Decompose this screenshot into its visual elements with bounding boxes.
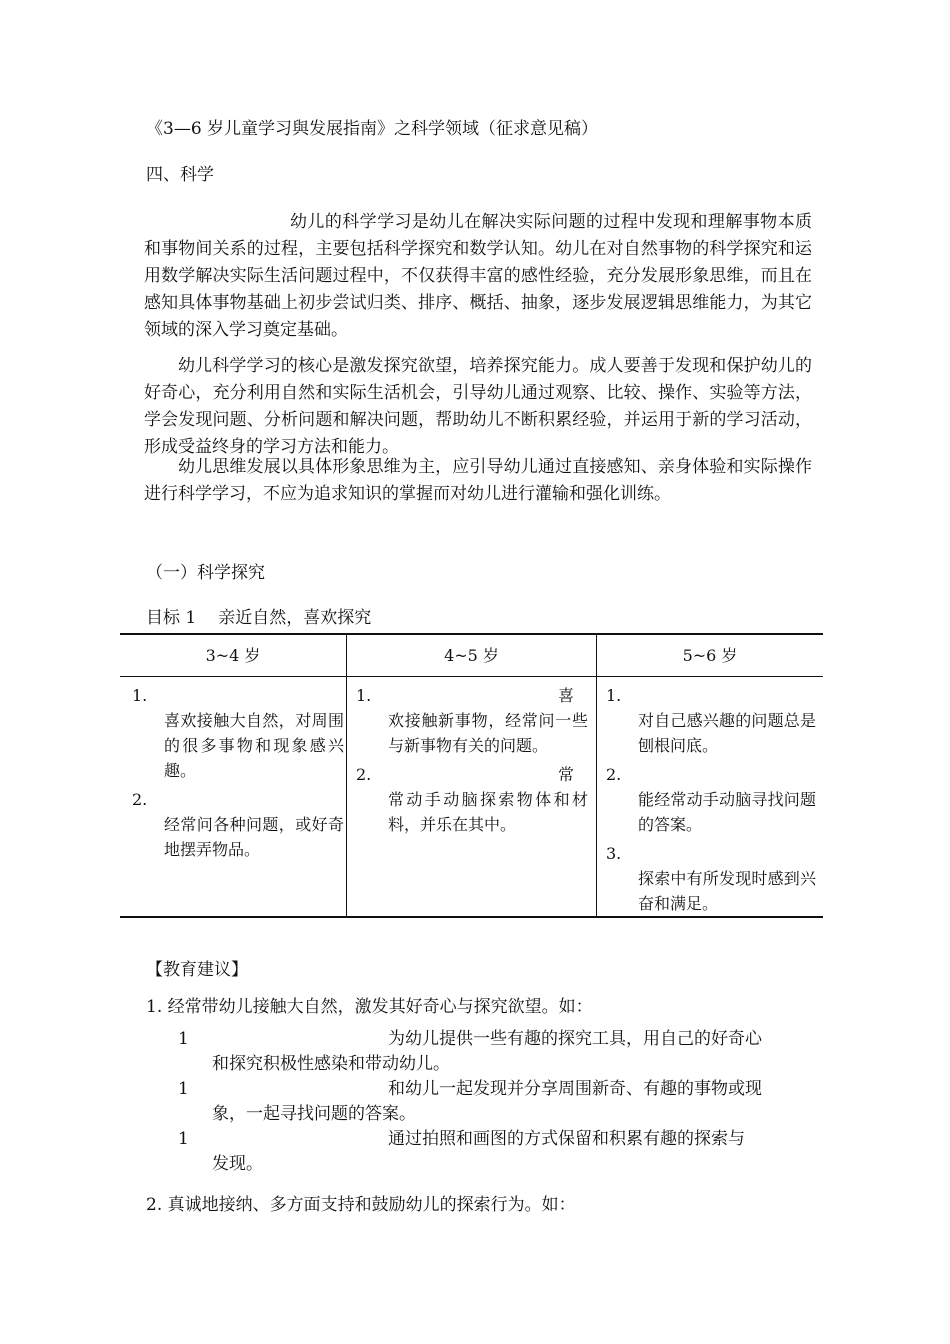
table-top-rule	[120, 633, 823, 635]
cell-age-3-4	[132, 683, 344, 866]
goal-text: 亲近自然，喜欢探究	[218, 608, 372, 628]
cell-age-4-5	[356, 683, 588, 841]
column-divider	[346, 634, 347, 916]
goal-table	[120, 633, 823, 919]
paragraph-thinking: 幼儿思维发展以具体形象思维为主，应引导幼儿通过直接感知、亲身体验和实际操作进行科学学习，不应为追求知识的掌握而对幼儿进行灌输和强化训练。	[144, 457, 812, 504]
section-heading: 四、科学	[146, 165, 214, 185]
column-divider	[596, 634, 597, 916]
header-age-5-6: 5~6 岁	[682, 646, 738, 665]
paragraph-intro: 幼儿的科学学习是幼儿在解决实际问题的过程中发现和理解事物本质和事物间关系的过程，主要包括科学探究和数学认知。幼儿在对自然事物的科学探究和运用数学解决实际生活问题过程中，不仅获得丰富的感性经验，充分发展形象思维，而且在感知具体事物基础上初步尝试归类、排序、概括、抽象，逐步发展逻辑思维能力，为其它领域的深入学习奠定基础。	[144, 212, 812, 340]
document-title: 《3—6 岁儿童学习與发展指南》之科学领域（征求意见稿）	[146, 119, 599, 139]
list-item: 2. 经常问各种问题，或好奇地摆弄物品。	[132, 790, 344, 859]
advice-item-2: 2. 真诚地接纳、多方面支持和鼓励幼儿的探索行为。如：	[146, 1195, 576, 1215]
cell-age-5-6	[606, 683, 816, 920]
advice-bullet: 1 为幼儿提供一些有趣的探究工具，用自己的好奇心 和探究积极性感染和带动幼儿。	[178, 1029, 762, 1074]
advice-bullet: 1 和幼儿一起发现并分享周围新奇、有趣的事物或现 象，一起寻找问题的答案。	[178, 1079, 762, 1124]
goal-line	[146, 603, 371, 628]
list-item: 3. 探索中有所发现时感到兴奋和满足。	[606, 844, 816, 913]
table-header-rule	[120, 676, 823, 677]
subsection-title: （一）科学探究	[146, 563, 265, 583]
paragraph-core: 幼儿科学学习的核心是激发探究欲望，培养探究能力。成人要善于发现和保护幼儿的好奇心，充分利用自然和实际生活机会，引导幼儿通过观察、比较、操作、实验等方法，学会发现问题、分析问题和解决问题，帮助幼儿不断积累经验，并运用于新的学习活动，形成受益终身的学习方法和能力。	[144, 356, 812, 457]
list-item: 1. 喜 欢接触新事物，经常问一些与新事物有关的问题。	[356, 686, 588, 755]
header-age-4-5: 4~5 岁	[444, 646, 499, 665]
list-item: 1. 对自己感兴趣的问题总是刨根问底。	[606, 686, 816, 755]
list-item: 2. 能经常动手动脑寻找问题的答案。	[606, 765, 816, 834]
list-item: 2. 常 常动手动脑探索物体和材料，并乐在其中。	[356, 765, 588, 834]
goal-label: 目标 1	[146, 608, 197, 628]
advice-bullet: 1 通过拍照和画图的方式保留和积累有趣的探索与 发现。	[178, 1129, 745, 1174]
advice-item-1: 1. 经常带幼儿接触大自然，激发其好奇心与探究欲望。如：	[146, 997, 593, 1017]
advice-title: 【教育建议】	[146, 960, 248, 980]
header-age-3-4: 3~4 岁	[205, 646, 261, 665]
list-item: 1. 喜欢接触大自然，对周围的很多事物和现象感兴趣。	[132, 686, 344, 780]
